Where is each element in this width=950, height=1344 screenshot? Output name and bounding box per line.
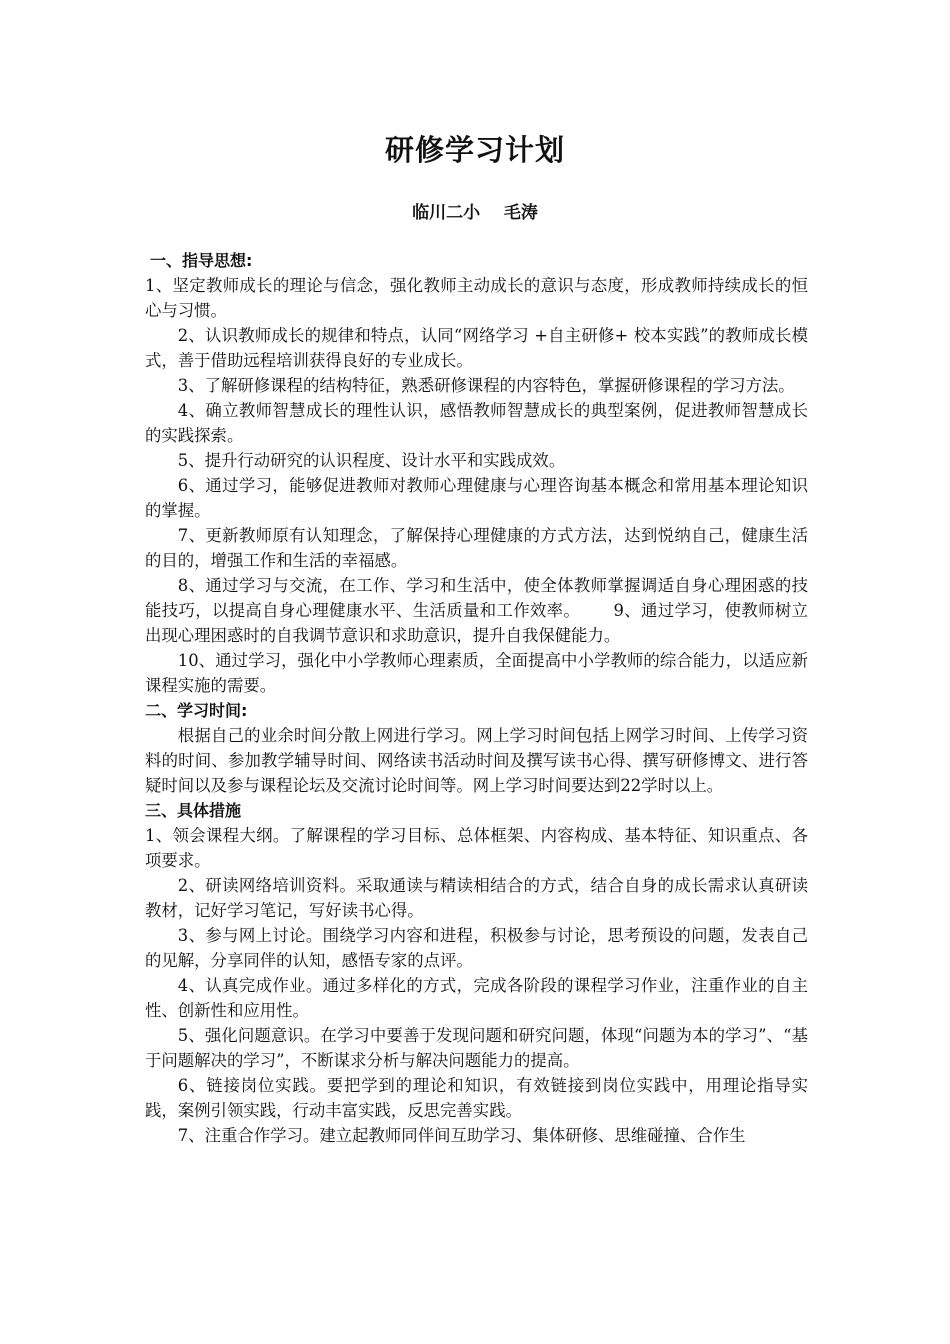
paragraph: 7、更新教师原有认知理念，了解保持心理健康的方式方法，达到悦纳自己，健康生活的目的，增强工作和生活的幸福感。 — [145, 526, 808, 570]
paragraph: 5、强化问题意识。在学习中要善于发现问题和研究问题，体现“问题为本的学习”、“基于问题解决的学习”，不断谋求分析与解决问题能力的提高。 — [145, 1026, 808, 1070]
paragraph: 根据自己的业余时间分散上网进行学习。网上学习时间包括上网学习时间、上传学习资料的时间、参加教学辅导时间、网络读书活动时间及撰写读书心得、撰写研修博文、进行答疑时间以及参与课程论坛及交流讨论时间等。网上学习时间要达到22学时以上。 — [145, 726, 808, 795]
author-line: 临川二小 毛涛 — [412, 203, 538, 223]
paragraph: 6、链接岗位实践。要把学到的理论和知识，有效链接到岗位实践中，用理论指导实践，案例引领实践，行动丰富实践，反思完善实践。 — [145, 1076, 808, 1120]
section-heading-measures: 三、具体措施 — [145, 801, 242, 820]
paragraph: 5、提升行动研究的认识程度、设计水平和实践成效。 — [177, 451, 566, 470]
paragraph: 4、认真完成作业。通过多样化的方式，完成各阶段的课程学习作业，注重作业的自主性、创新性和应用性。 — [145, 976, 808, 1020]
paragraph: 1、坚定教师成长的理论与信念，强化教师主动成长的意识与态度，形成教师持续成长的恒心与习惯。 — [145, 276, 808, 320]
paragraph: 2、研读网络培训资料。采取通读与精读相结合的方式，结合自身的成长需求认真研读教材，记好学习笔记，写好读书心得。 — [145, 876, 808, 920]
paragraph: 1、领会课程大纲。了解课程的学习目标、总体框架、内容构成、基本特征、知识重点、各项要求。 — [145, 826, 808, 870]
document-title: 研修学习计划 — [384, 133, 565, 167]
paragraph: 8、通过学习与交流，在工作、学习和生活中，使全体教师掌握调适自身心理困惑的技能技巧，以提高自身心理健康水平、生活质量和工作效率。 9、通过学习，使教师树立出现心理困惑时的自我调节意识和求助意识，提升自我保健能力。 — [145, 576, 808, 645]
paragraph: 2、认识教师成长的规律和特点，认同“网络学习 +自主研修+ 校本实践”的教师成长模式，善于借助远程培训获得良好的专业成长。 — [145, 326, 808, 370]
paragraph: 3、了解研修课程的结构特征，熟悉研修课程的内容特色，掌握研修课程的学习方法。 — [177, 376, 795, 395]
paragraph: 4、确立教师智慧成长的理性认识，感悟教师智慧成长的典型案例，促进教师智慧成长的实践探索。 — [145, 401, 808, 445]
section-heading-guiding-thought: 一、指导思想: — [150, 251, 253, 270]
document-body — [145, 248, 808, 1148]
section-heading-study-time: 二、学习时间: — [145, 701, 248, 720]
paragraph: 6、通过学习，能够促进教师对教师心理健康与心理咨询基本概念和常用基本理论知识的掌握。 — [145, 476, 808, 520]
paragraph: 7、注重合作学习。建立起教师同伴间互助学习、集体研修、思维碰撞、合作生 — [177, 1126, 746, 1145]
paragraph: 3、参与网上讨论。围绕学习内容和进程，积极参与讨论，思考预设的问题，发表自己的见解，分享同伴的认知，感悟专家的点评。 — [145, 926, 808, 970]
paragraph: 10、通过学习，强化中小学教师心理素质，全面提高中小学教师的综合能力，以适应新课程实施的需要。 — [145, 651, 808, 695]
